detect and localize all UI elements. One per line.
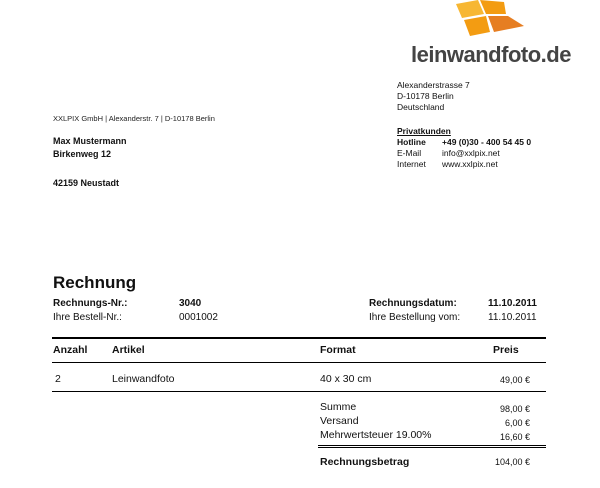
shipping-value: 6,00 € — [504, 418, 530, 428]
table-header-rule — [52, 362, 546, 363]
row-price: 49,00 € — [499, 375, 530, 385]
grand-total-value: 104,00 € — [494, 457, 530, 467]
header-format: Format — [320, 344, 356, 356]
invoice-date-label: Rechnungsdatum: — [369, 298, 457, 309]
order-date: 11.10.2011 — [488, 312, 537, 323]
email-label: E-Mail — [397, 148, 422, 158]
company-city: D-10178 Berlin — [397, 91, 454, 101]
total-rule-2 — [318, 447, 546, 448]
contact-heading: Privatkunden — [397, 126, 451, 136]
recipient-block — [53, 135, 127, 161]
hotline-label: Hotline — [397, 137, 426, 147]
invoice-number: 3040 — [179, 298, 202, 309]
order-number-label: Ihre Bestell-Nr.: — [53, 312, 122, 323]
company-street: Alexanderstrasse 7 — [397, 80, 470, 90]
internet-label: Internet — [397, 159, 426, 169]
shipping-label: Versand — [320, 415, 359, 427]
row-item: Leinwandfoto — [112, 373, 175, 385]
recipient-street: Birkenweg 12 — [53, 149, 112, 159]
row-qty: 2 — [55, 373, 61, 385]
row-format: 40 x 30 cm — [320, 373, 372, 385]
sender-line: XXLPIX GmbH | Alexanderstr. 7 | D-10178 Berlin — [53, 114, 215, 123]
recipient-name: Max Mustermann — [53, 136, 127, 146]
subtotal-label: Summe — [320, 401, 357, 413]
table-top-rule — [52, 337, 546, 339]
vat-value: 16,60 € — [499, 432, 530, 442]
company-address — [397, 80, 470, 113]
invoice-title: Rechnung — [53, 273, 137, 292]
subtotal-value: 98,00 € — [499, 404, 530, 414]
recipient-city: 42159 Neustadt — [53, 178, 120, 188]
logo-tiles-icon — [452, 0, 532, 40]
invoice-date: 11.10.2011 — [488, 298, 537, 309]
table-body-rule — [52, 391, 546, 392]
hotline-value: +49 (0)30 - 400 54 45 0 — [442, 137, 532, 147]
company-country: Deutschland — [397, 102, 445, 112]
vat-label: Mehrwertsteuer 19.00% — [320, 429, 432, 441]
internet-value[interactable]: www.xxlpix.net — [442, 159, 498, 169]
logo-wordmark: leinwandfoto.de — [411, 42, 571, 67]
contact-block — [397, 126, 532, 170]
header-item: Artikel — [112, 344, 145, 356]
total-rule-1 — [318, 445, 546, 446]
email-value[interactable]: info@xxlpix.net — [442, 148, 500, 158]
order-date-label: Ihre Bestellung vom: — [369, 312, 461, 323]
grand-total-label: Rechnungsbetrag — [320, 456, 410, 468]
header-price: Preis — [493, 344, 519, 356]
order-number: 0001002 — [179, 312, 218, 323]
invoice-number-label: Rechnungs-Nr.: — [53, 298, 128, 309]
header-qty: Anzahl — [53, 344, 88, 356]
